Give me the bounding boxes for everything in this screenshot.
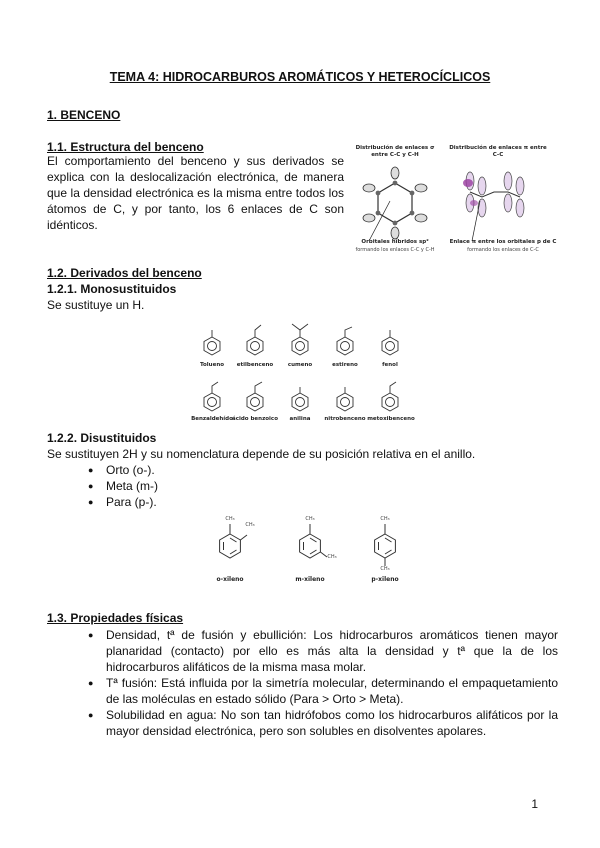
xylene-label-meta: m-xileno bbox=[295, 576, 325, 583]
mono-label-tolueno: Tolueno bbox=[199, 362, 225, 368]
list-item: ● Para (p-). bbox=[88, 494, 288, 510]
list-item: ● Solubilidad en agua: No son tan hidrófobos como los hidrocarburos alifáticos por la mayor densidad electrónica, pero son solubles en disolventes apolares. bbox=[88, 707, 558, 739]
section-benceno-heading: 1. BENCENO bbox=[47, 108, 121, 122]
sigma-figure-subcaption: formando los enlaces C-C y C-H bbox=[355, 247, 435, 253]
mono-label-benzaldehido: Benzaldehído bbox=[191, 416, 233, 422]
sigma-figure-title: Distribución de enlaces σ entre C-C y C-H bbox=[355, 145, 435, 158]
mono-label-anilina: anilina bbox=[289, 416, 311, 422]
mono-label-estireno: estireno bbox=[332, 362, 358, 368]
sigma-orbitals-diagram bbox=[350, 161, 440, 251]
ch3-label: CH₃ bbox=[225, 516, 235, 522]
sigma-figure-caption: Orbitales híbridos sp² bbox=[361, 239, 429, 245]
ch3-label: CH₃ bbox=[327, 554, 337, 560]
pi-figure-subcaption: formando los enlaces de C-C bbox=[467, 247, 539, 253]
mono-label-nitrobenceno: nitrobenceno bbox=[324, 416, 366, 422]
monosustituidos-heading: 1.2.1. Monosustituidos bbox=[47, 282, 177, 296]
mono-label-metoxibenceno: metoxibenceno bbox=[367, 416, 415, 422]
list-item: ● Densidad, tª de fusión y ebullición: Los hidrocarburos aromáticos tienen mayor planaridad (contacto) por ello es más alta la densidad y tª que la de los hidrocarburos alifáticos de la misma masa molar. bbox=[88, 627, 558, 675]
disustituidos-heading: 1.2.2. Disustituidos bbox=[47, 431, 157, 445]
sigma-bonds-figure bbox=[350, 143, 440, 263]
mono-label-acido-benzoico: ácido benzoico bbox=[232, 416, 278, 422]
xylene-label-para: p-xileno bbox=[371, 576, 399, 583]
ch3-label: CH₃ bbox=[380, 516, 390, 522]
page-number: 1 bbox=[531, 797, 538, 811]
ch3-label: CH₃ bbox=[245, 522, 255, 528]
disustituidos-text: Se sustituyen 2H y su nomenclatura depende de su posición relativa en el anillo. bbox=[47, 447, 476, 461]
page-title: TEMA 4: HIDROCARBUROS AROMÁTICOS Y HETEROCÍCLICOS bbox=[109, 70, 491, 84]
monosustituidos-text: Se sustituye un H. bbox=[47, 298, 145, 312]
mono-label-fenol: fenol bbox=[382, 362, 398, 368]
ch3-label: CH₃ bbox=[305, 516, 315, 522]
list-item: ● Orto (o-). bbox=[88, 462, 288, 478]
section-propiedades-heading: 1.3. Propiedades físicas bbox=[47, 611, 184, 625]
pi-orbitals-diagram bbox=[448, 161, 548, 251]
pi-figure-title: Distribución de enlaces π entre C-C bbox=[449, 145, 547, 158]
mono-row-1 bbox=[190, 318, 420, 372]
xylene-label-orto: o-xileno bbox=[216, 576, 244, 583]
mono-row-2 bbox=[190, 372, 420, 426]
list-item: ● Meta (m-) bbox=[88, 478, 288, 494]
list-item: ● Tª fusión: Está influida por la simetría molecular, determinando el empaquetamiento de las moléculas en estado sólido (Para > Orto > Meta). bbox=[88, 675, 558, 707]
pi-figure-caption: Enlace π entre los orbitales p de C bbox=[449, 239, 557, 245]
pi-bonds-figure bbox=[448, 143, 558, 263]
mono-row-2-structures bbox=[190, 372, 420, 416]
mono-label-etilbenceno: etilbenceno bbox=[236, 362, 274, 368]
estructura-paragraph: El comportamiento del benceno y sus derivados se explica con la deslocalización electrónica, de manera que la densidad electrónica es la misma entre todos los átomos de C, y por tanto, los 6 enlaces de C son idénticos. bbox=[47, 154, 344, 232]
ch3-label: CH₃ bbox=[380, 566, 390, 572]
propiedades-list bbox=[88, 627, 558, 739]
disustituidos-list bbox=[88, 462, 288, 510]
mono-row-1-structures bbox=[190, 318, 420, 362]
mono-label-cumeno: cumeno bbox=[287, 362, 313, 368]
section-derivados-heading: 1.2. Derivados del benceno bbox=[47, 266, 202, 280]
xylenes-figure bbox=[200, 510, 420, 595]
section-estructura-heading: 1.1. Estructura del benceno bbox=[47, 140, 204, 154]
